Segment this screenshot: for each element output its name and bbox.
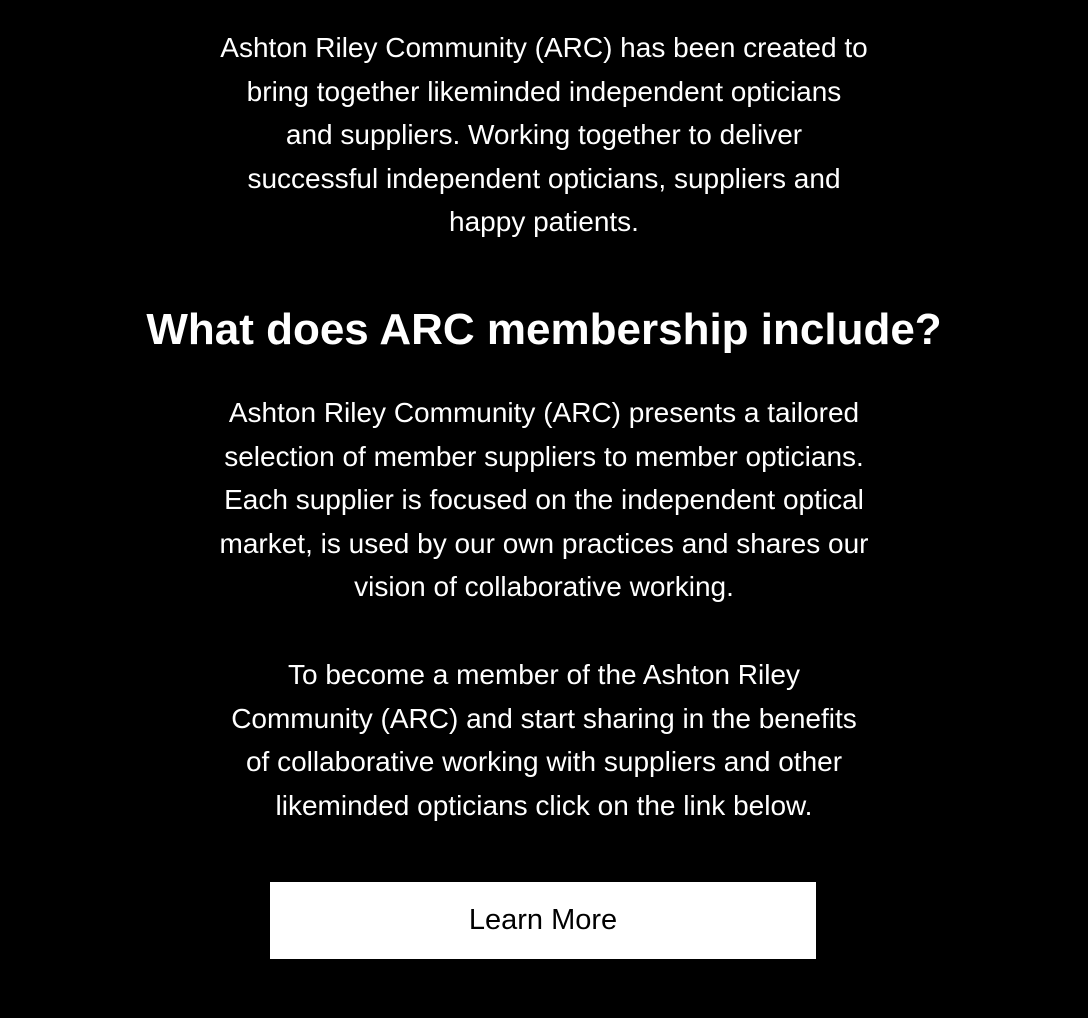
membership-paragraph-1	[0, 391, 1088, 609]
paragraph-line: Community (ARC) and start sharing in the benefits	[231, 702, 857, 734]
intro-line: happy patients.	[449, 206, 639, 238]
paragraph-line: market, is used by our own practices and shares our	[219, 527, 869, 559]
paragraph-line: of collaborative working with suppliers and other	[245, 746, 843, 778]
paragraph-line: likeminded opticians click on the link below.	[275, 789, 813, 821]
intro-line: bring together likeminded independent opticians	[246, 75, 842, 107]
paragraph-line: To become a member of the Ashton Riley	[287, 659, 801, 690]
membership-paragraph-2	[0, 653, 1088, 827]
paragraph-line: selection of member suppliers to member opticians.	[224, 440, 864, 472]
membership-heading: What does ARC membership include?	[146, 305, 942, 354]
intro-line: successful independent opticians, suppliers and	[247, 162, 841, 194]
intro-paragraph	[0, 26, 1088, 244]
intro-line: Ashton Riley Community (ARC) has been created to	[220, 32, 868, 63]
intro-line: and suppliers. Working together to deliver	[285, 119, 803, 151]
paragraph-line: Ashton Riley Community (ARC) presents a tailored	[228, 397, 860, 428]
paragraph-line: vision of collaborative working.	[354, 571, 734, 603]
learn-more-button[interactable]: Learn More	[270, 882, 816, 959]
paragraph-line: Each supplier is focused on the independent optical	[224, 484, 864, 516]
